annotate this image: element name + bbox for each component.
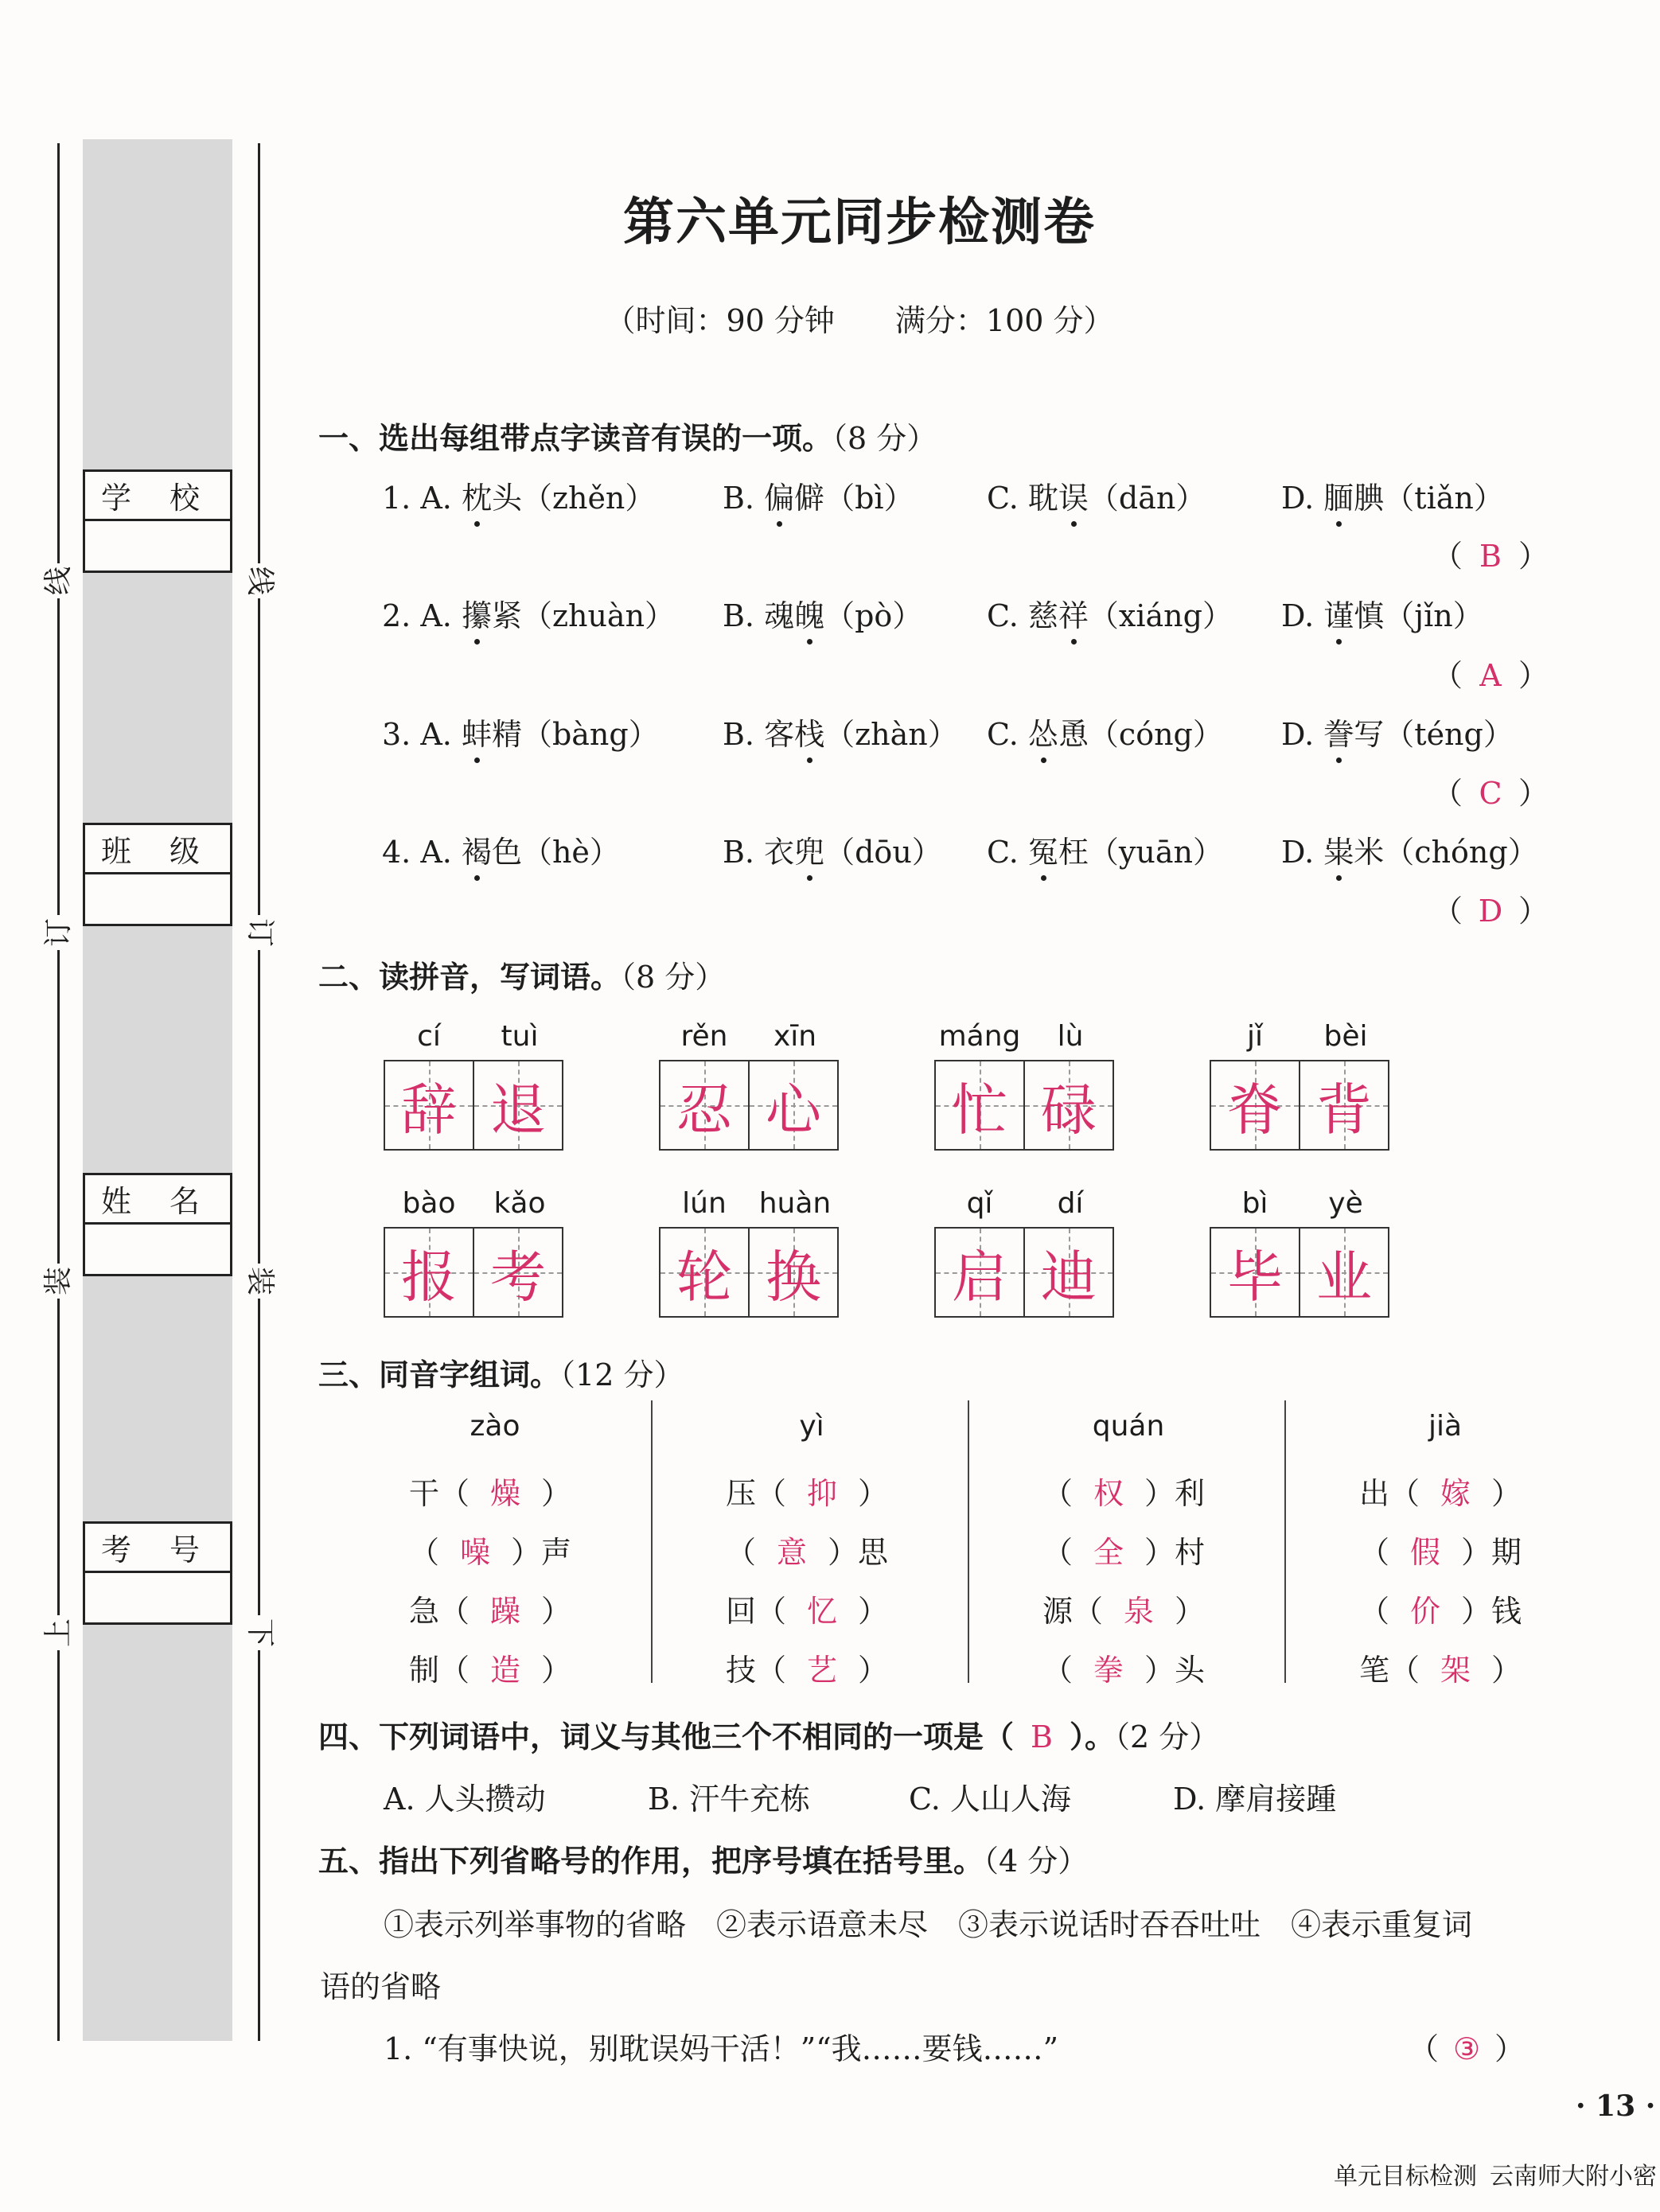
option: C. 耽误（dān）: [987, 473, 1206, 517]
instructions: ①表示列举事物的省略 ②表示语意未尽 ③表示说话时吞吞吐吐 ④表示重复词: [384, 1907, 1473, 1942]
section-4-heading: 四、下列词语中，词义与其他三个不相同的一项是（ B ）。（2 分）: [318, 1719, 1220, 1754]
option: D. 摩肩接踵: [1173, 1782, 1337, 1817]
name-field[interactable]: [85, 1225, 230, 1274]
section-5-heading: 五、指出下列省略号的作用，把序号填在括号里。（4 分）: [318, 1843, 1089, 1879]
char-box[interactable]: 换: [748, 1227, 839, 1318]
word-row: 技（ 艺 ）: [726, 1653, 889, 1688]
exam-number-field[interactable]: [85, 1573, 230, 1622]
exam-number-label: 考 号: [85, 1524, 230, 1573]
page-title: 第六单元同步检测卷: [623, 193, 1096, 252]
answer-slot[interactable]: （ B ）: [1432, 539, 1549, 574]
pinyin: cí: [417, 1020, 441, 1053]
answer-slot[interactable]: （ C ）: [1432, 776, 1549, 811]
pinyin: zào: [470, 1410, 520, 1443]
pinyin: rěn: [680, 1020, 728, 1053]
option: C. 怂恿（cóng）: [987, 710, 1223, 754]
binding-line-left: [57, 143, 60, 2041]
pinyin: jià: [1428, 1410, 1463, 1443]
column-divider: [968, 1400, 969, 1683]
pinyin: dí: [1057, 1187, 1084, 1220]
char-box[interactable]: 背: [1299, 1060, 1389, 1151]
char-box[interactable]: 报: [384, 1227, 474, 1318]
pinyin: xīn: [773, 1020, 817, 1053]
char-box[interactable]: 迪: [1023, 1227, 1114, 1318]
option: 1. A. 枕头（zhěn）: [382, 473, 655, 517]
option: D. 粜米（chóng）: [1281, 828, 1538, 871]
option: B. 偏僻（bì）: [723, 473, 914, 517]
exam-number-box: [83, 1521, 232, 1625]
option: 2. A. 攥紧（zhuàn）: [382, 591, 675, 635]
char-box[interactable]: 碌: [1023, 1060, 1114, 1151]
column-divider: [651, 1400, 653, 1683]
word-row: （ 拳 ）头: [1042, 1653, 1206, 1688]
pinyin: yì: [799, 1410, 824, 1443]
option: B. 汗牛充栋: [648, 1782, 811, 1817]
char-box[interactable]: 忍: [659, 1060, 750, 1151]
pinyin: lún: [682, 1187, 727, 1220]
option: 4. A. 褐色（hè）: [382, 828, 620, 871]
exam-meta: （时间：90 分钟 满分：100 分）: [605, 303, 1114, 338]
char-box[interactable]: 毕: [1210, 1227, 1300, 1318]
section-2-heading: 二、读拼音，写词语。（8 分）: [318, 959, 726, 995]
word-row: 源（ 泉 ）: [1042, 1594, 1206, 1629]
char-box[interactable]: 退: [473, 1060, 563, 1151]
char-box[interactable]: 忙: [934, 1060, 1025, 1151]
answer-slot[interactable]: （ D ）: [1432, 894, 1549, 929]
column-divider: [1284, 1400, 1286, 1683]
option: D. 誊写（téng）: [1281, 710, 1514, 754]
margin-char: 订: [41, 915, 76, 950]
word-row: 回（ 忆 ）: [726, 1594, 889, 1629]
word-row: （ 假 ）期: [1359, 1535, 1522, 1570]
answer-slot[interactable]: （ ③ ）: [1409, 2031, 1526, 2066]
margin-char: 装: [242, 1264, 277, 1299]
word-row: 急（ 躁 ）: [409, 1594, 572, 1629]
option: A. 人头攒动: [384, 1782, 546, 1817]
option: B. 魂魄（pò）: [723, 591, 922, 635]
margin-char: 线: [41, 563, 76, 598]
pinyin: máng: [938, 1020, 1021, 1053]
class-box: [83, 823, 232, 926]
option: C. 慈祥（xiáng）: [987, 591, 1233, 635]
word-row: 干（ 燥 ）: [409, 1476, 572, 1511]
pinyin: yè: [1328, 1187, 1363, 1220]
margin-char: 线: [242, 563, 277, 598]
pinyin: qǐ: [966, 1187, 993, 1220]
word-row: （ 意 ）思: [726, 1535, 889, 1570]
char-box[interactable]: 心: [748, 1060, 839, 1151]
word-row: 制（ 造 ）: [409, 1653, 572, 1688]
option: D. 谨慎（jǐn）: [1281, 591, 1483, 635]
instructions: 语的省略: [320, 1969, 442, 2004]
section-3-heading: 三、同音字组词。（12 分）: [318, 1357, 684, 1392]
margin-char: 下: [242, 1615, 277, 1650]
pinyin: bèi: [1323, 1020, 1368, 1053]
name-label: 姓 名: [85, 1175, 230, 1225]
pinyin: quán: [1092, 1410, 1165, 1443]
char-box[interactable]: 业: [1299, 1227, 1389, 1318]
page-number: · 13 ·: [1576, 2089, 1656, 2123]
option: 3. A. 蚌精（bàng）: [382, 710, 659, 754]
word-row: 出（ 嫁 ）: [1359, 1476, 1522, 1511]
section-1-heading: 一、选出每组带点字读音有误的一项。（8 分）: [318, 420, 937, 456]
binding-line-right: [258, 143, 260, 2041]
word-row: 笔（ 架 ）: [1359, 1653, 1522, 1688]
char-box[interactable]: 轮: [659, 1227, 750, 1318]
school-box: [83, 469, 232, 573]
class-field[interactable]: [85, 874, 230, 924]
word-row: （ 权 ）利: [1042, 1476, 1206, 1511]
option: B. 衣兜（dōu）: [723, 828, 942, 871]
pinyin: lù: [1057, 1020, 1084, 1053]
class-label: 班 级: [85, 825, 230, 874]
answer-slot[interactable]: B: [1031, 1719, 1053, 1754]
pinyin: huàn: [758, 1187, 832, 1220]
char-box[interactable]: 脊: [1210, 1060, 1300, 1151]
question: 1. “有事快说，别耽误妈干活！”“我……要钱……”: [384, 2031, 1059, 2066]
pinyin: bì: [1241, 1187, 1268, 1220]
footer-right: 云南师大附小密: [1490, 2163, 1657, 2191]
answer-slot[interactable]: （ A ）: [1432, 658, 1549, 693]
char-box[interactable]: 启: [934, 1227, 1025, 1318]
option: C. 人山人海: [909, 1782, 1071, 1817]
name-box: [83, 1173, 232, 1276]
school-label: 学 校: [85, 472, 230, 521]
footer-left: 单元目标检测: [1334, 2163, 1477, 2191]
option: C. 冤枉（yuān）: [987, 828, 1223, 871]
option: B. 客栈（zhàn）: [723, 710, 958, 754]
word-row: （ 噪 ）声: [409, 1535, 572, 1570]
margin-char: 订: [242, 915, 277, 950]
pinyin: bào: [402, 1187, 456, 1220]
pinyin: tuì: [501, 1020, 539, 1053]
word-row: 压（ 抑 ）: [726, 1476, 889, 1511]
char-box[interactable]: 考: [473, 1227, 563, 1318]
word-row: （ 价 ）钱: [1359, 1594, 1522, 1629]
word-row: （ 全 ）村: [1042, 1535, 1206, 1570]
binding-margin: [83, 139, 232, 2041]
char-box[interactable]: 辞: [384, 1060, 474, 1151]
school-field[interactable]: [85, 521, 230, 571]
margin-char: 上: [41, 1615, 76, 1650]
option: D. 腼腆（tiǎn）: [1281, 473, 1504, 517]
pinyin: kǎo: [493, 1187, 546, 1220]
margin-char: 装: [41, 1264, 76, 1299]
pinyin: jǐ: [1246, 1020, 1263, 1053]
